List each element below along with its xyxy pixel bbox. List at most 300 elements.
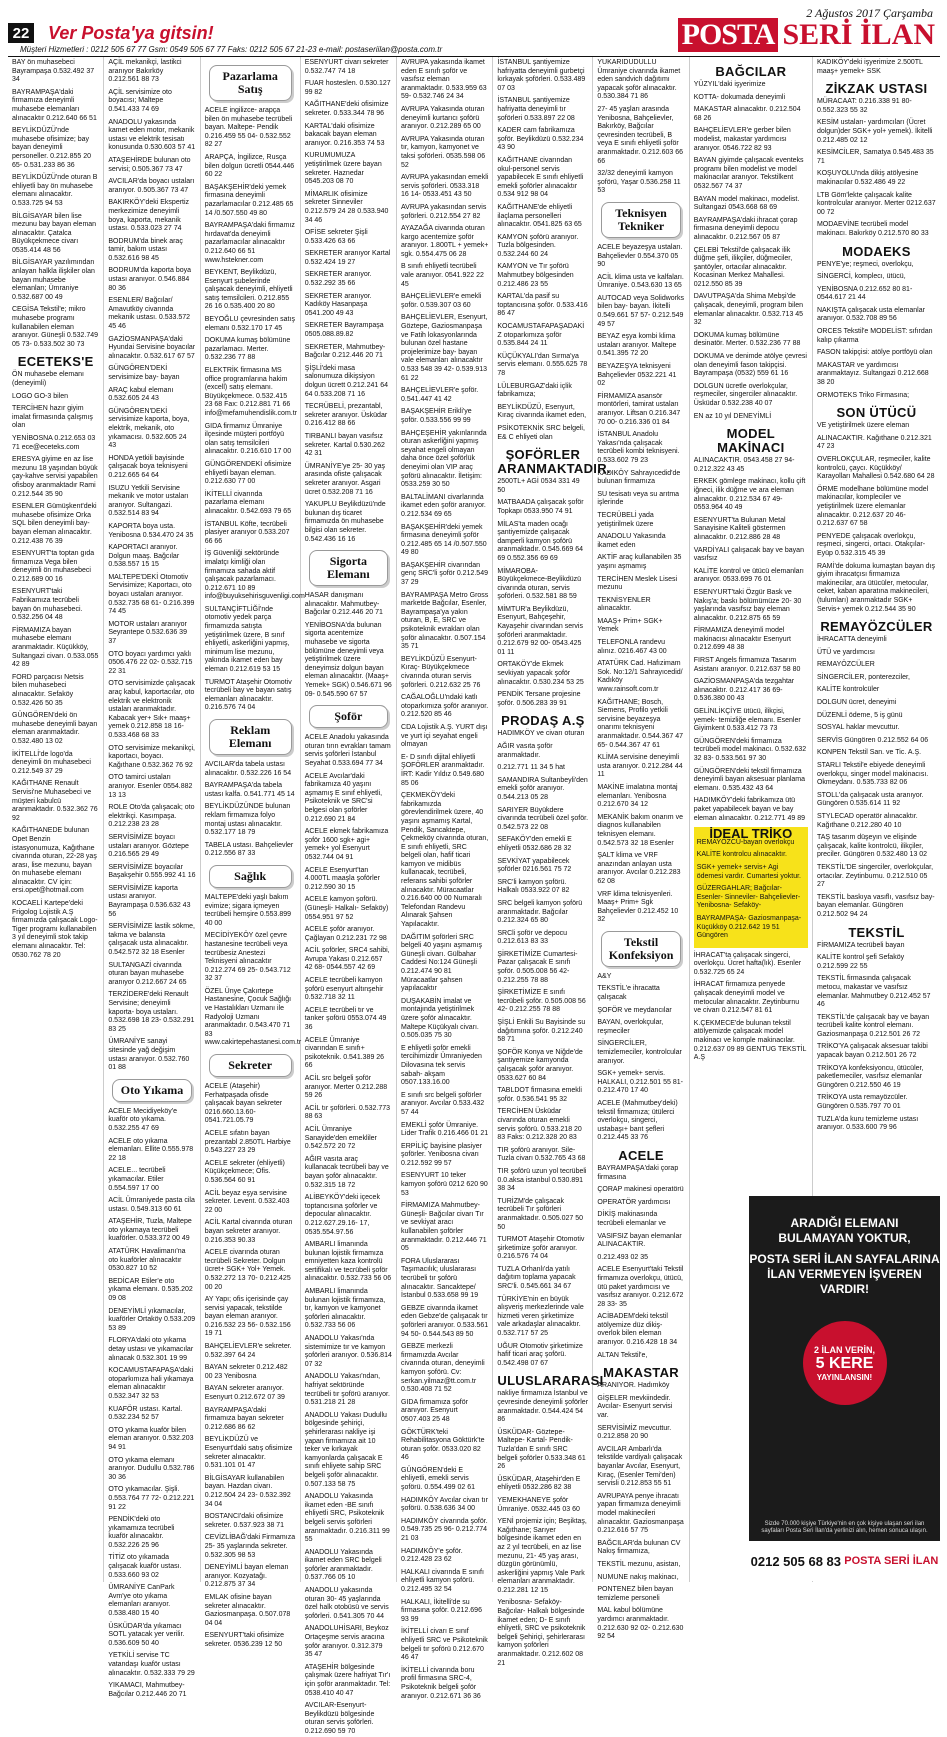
classified-ad: BAYRAMPAŞA'da tabela ustası kalfa. 0.541.771 45 14 [204,782,295,798]
classified-ad: TABLDOT firmasına emekli şoför. 0.536.541 95 32 [497,1087,582,1103]
classified-ad: RAMİ'de dokuma kumaştan bayan dış giyim ihracatçısı firmamıza makinecilar, ara ütücüler, metocular, ceket, kaban aparatına makinecileri, (tulumları) aranmaktadır SGK+ Servis+ yemek 0.212.544 35 90 [816,562,936,613]
classified-ad: TIR şoförü aranıyor. Sile- Tuzla civarı 0.532.765 43 68 [497,1146,586,1163]
classified-ad: YENİ projemiz için; Beşiktaş, Kağıthane; Sarıyer bölgesinde ikamet eden en az 2 yıl tecrübeli, en az lise mezunu, 21- 45 yaş arası, düzgün görünümlü, askerliğini yapmış Vale Park elemanları aranmaktadır. 0.212.281 12 15 [497,1518,587,1594]
classified-ad: OTO yıkama elemanı aranıyor. Dudullu 0.532.786 30 36 [108,1456,195,1481]
classified-ad: TIR şoförü uzun yol tecrübeli 0.0.aksa istanbul 0.530.891 38 34 [497,1167,587,1193]
classified-ad: PENDİK'deki oto yıkamamıza tecrübeli kuaför alınacaktır. 0.532.226 25 96 [108,1516,175,1549]
classified-ad: KALİTE kontrolcu alınacaktır. [696,851,787,859]
classified-ad: YEMEKHANEYE şoför Ümraniye. 0532.445 03 60 [497,1496,580,1513]
classified-ad: ANADOLU Yakası'nda sistemimize tır ve kamyon şoförleri aranıyor. 0.536.814 07 32 [304,1335,392,1368]
classified-ad: AVRUPA yakasında ikamet eden E sınıfı şoför ve vasıfsız eleman aranmaktadır. 0.533.959 63 59- 0.532.746 24 34 [401,59,487,101]
classified-ad: HALKALI civarında E sınıfı ehliyetli kamyon şoförü. 0.212.495 32 54 [401,1568,484,1593]
classified-ad: ELEKTRİK firmasına MS office programlarına hakim (excell) satış elemanı. Büyükçekmece. 0.532.415 23 68 Fax: 0.212.881 71 66 info@mefamuhendislik.com.tr [204,367,297,417]
classified-ad: FİRMAMIZA tecrübeli bayan [816,941,905,949]
classified-ad: ACELE tecrübeli tır ve tanker şoförü 0553.074 49 36 [304,1006,387,1032]
classified-ad: AMBARLI limanında bulunan lojistik firmamıza, tır, kamyon ve kamyonet şoförleri alınacaktır. 0.532.733 56 06 [304,1288,386,1330]
classified-ad: SGK+ yemek+ servis. HALKALI, 0.212.501 55 81- 0.212.470 17 40 [597,1070,683,1095]
classified-ad: ŞİRKETİMİZE E sınıfı tecrübeli şoför. 0.505.008 56 42- 0.212.255 78 88 [497,989,586,1014]
classified-ad: ACELE Anadolu yakasında oturan tırın evrakları tamam servis şoförleri İstanbul Seyahat 0.533.694 77 34 [304,734,391,767]
classified-ad: STARLI Tekstil'e ebiyede deneyimli overlokçu, singer model makinacısı. Okmeydanı. 0.535.733 82 06 [816,762,929,787]
classified-ad: YUKARIDUDULLU Ümraniye civarında ikamet eden sandvich dağıtımı yapacak şoför alınacaktır. 0.530.384 71 86 [597,59,681,101]
section-heading: ULUSLARARASI [497,1373,604,1389]
classified-ad: BAHÇELİEVLER'e emekli şoför. 0.539.307 03 60 [401,293,482,309]
classified-ad: HALKALI, İkitelli'de su firmasına şoför. 0.212.696 93 99 [401,1598,482,1623]
classified-ad: EMLAK ofisine bayan sekreter alınacaktır. Gaziosmanpaşa. 0.507.078 04 04 [204,1593,291,1627]
classified-ad: ACİL Kartal civarında oturan bayan sekreter aranıyor. 0.216.353 90.33 [204,1219,293,1244]
section-heading: Reklam Elemanı [209,719,292,755]
classified-ad: OFİSE sekreter Şişli 0.533.426 63 66 [304,229,368,245]
classified-ad: ALINACAKTIR. Kağıthane 0.212.321 47 23 [816,434,932,451]
classified-ad: ESENYURT'ta Bulunan Metal Sanayisine Kaliteli göstermen alınacaktır. 0.212.886 28 48 [693,516,786,541]
section-heading: Pazarlama Satış [209,65,292,101]
classified-ad: VRF klima teknisyenleri. Maaş+ Prim+ Sgk Bahçelievler 0.212.452 10 32 [597,890,679,924]
classified-ad: BAYAN sekreter 0.212.482 00 23 Yenibosna [204,1364,288,1380]
classified-ad: MECİDİYEKÖY özel çevre hastanesine tecrübeli veya tecrübesiz Anestezi Teknisyeni alınacaktır 0.212.274 69 25- 0.543.712 32 37 [204,932,291,983]
classified-ad: OTO servisimizde çalışacak araç kabul, kaportacılar, oto elektrik ve elektronik ustaları aranmaktadır. Kabacak yer+ Sık+ maaş+ yemek 0.212.858 18 16- 0.533.468 68 33 [108,680,195,739]
classified-ad: ACELE Avcılar'daki fabrikamıza 40 yaşını aşmamış E sınıf ehliyetli, Psikoteknik ve SRC'si belgesi olan şoförler 0.212.690 21 84 [304,772,383,823]
classified-ad: BİLGİSAYAR yazılımından anlayan halkla ilişkiler olan bayan muhasebe elemanları; Ümraniye 0.532.687 00 49 [12,259,95,301]
classified-ad: MOTOR ustaları aranıyor Seyrantepe 0.532.636 39 37 [108,620,187,646]
classified-ad: TEKSTİL'de çalışacak bay ve bayan tecrübeli kalite kontrol elemanı. Gaziosmanpaşa 0.212.501 26 72 [816,1013,930,1038]
classified-ad: SRC'li kamyon şoförü. Halkalı 0533.922 07 82 [497,878,570,895]
column-1 [8,57,104,1582]
classified-ad: GEBZE merkezli firmamızda Avcılar civarında oturan, deneyimli kamyon şoförü. Cv: serkan.yilmaz@tt.com.tr 0.530.408 71 52 [401,1343,485,1394]
classified-ad: KAĞITHANE'de ehliyetli ilaçlama personelleri alınacaktır. 0541.825 63 65 [497,203,582,229]
classified-ad: ACİL tır şoförleri. 0.532.773 88 63 [304,1104,391,1121]
classified-ad: SAMANDIRA Sultanbeyli'den emekli şoför aranıyor. 0.544.213 05 28 [497,776,588,801]
classified-ad: ERESYA giyime en az lise mezunu 18 yaşından büyük çay-kahve servisi yapabilen ofisboy aranmaktadır Rami 0.212.544 35 90 [12,456,98,498]
classified-ad: 0.212.771 11 34 5 hat [497,764,565,772]
classified-ad: ACELE şoför aranıyor. Çağlayan 0.212.231 72 98 [304,926,387,942]
classified-ad: KUAFÖR ustası. Kartal. 0.532.234 52 57 [108,1405,183,1422]
classified-ad: FİRMAMIZA bayan muhasebe elemanı aranmaktadır. Küçükköy, Sultangazi civarı. 0.533.055 42 89 [12,626,99,669]
classified-ad: OPERATÖR yardımcısı [597,1198,671,1206]
classified-ad: AKTİF araç kullanabilen 35 yaşını aşmamış [597,554,682,570]
classified-ad: ACİL şoförler, SRC4 sahibi, Avrupa Yakası 0.212.657 42 68- 0544.557 42 69 [304,947,390,972]
classified-ad: AĞIR vasıta araç kullanacak tecrübeli bay ve bayan şoför alınacaktır. 0.532.315 18 72 [304,1155,389,1189]
classified-ad: ESENYURT 10 teker kamyon şoförü 0212 620 90 53 [401,1172,488,1197]
classified-ad: AVRUPA yakasından emekli servis şoförleri. 0533.318 16 14- 0533.451 43 50 [401,174,489,199]
classified-ad: SEKRETER, Mahmutbey-Bağcılar 0.212.446 20 71 [304,343,386,360]
classified-ad: SİNGERCİLER, temizlemeciler, kontrolcular aranıyor. [597,1040,682,1065]
classified-ad: SU tesisatı veya su arıtma işlerinde [597,490,680,507]
classified-ad: ŞALT klima ve VRF anazından anlayan usta aranıyor. Avcılar 0.212.283 62 08 [597,852,681,885]
classified-ad: HADIMKÖY Avcılar civarı tır şoförü. 0.538.636 34 00 [401,1496,488,1513]
column-5 [397,57,493,1700]
classified-ad: BİLGİSAYAR kullanabilen bayan. Hazdan civarı. 0.212.504 24 23- 0.532.392 34 04 [204,1474,291,1508]
classified-ad: LOGO GO-3 bilen [12,392,69,400]
classified-ad: İHRACATTA deneyimli [816,636,887,644]
classified-ad: İŞ Güvenliği sektöründe imalatçı kimliği olan firmamıza sahada aktif çalışacak pazarlamacı. 0.212.671 10 89 info@buyuksehirisguvenligi.com [204,550,305,601]
classified-ad: ÇEKMEKÖY'deki fabrikamızda görevlendirilmek üzere, 40 yaşını aşmamış Kartal, Pendik, Sancaktepe, Çekmeköy civarında oturan, E sınıfı ehliyetli, SRC belgeli olan, hafif ticari kamyon ve midibüs kullanacak, tecrübeli, referans sahibi şoförler alınacaktır. Müracaatlar 0.216.640 00 00 Numaralı Telefondan Randevu Alınarak Şahsen Yapılacaktır. [401,792,489,929]
classified-ad: BEDİCAR Etiler'e oto yıkama elemanı. 0.535.202 09 08 [108,1277,193,1303]
classified-ad: MAKİNE imalatına montaj elemanları. Yenibosna 0.212.670 34 12 [597,783,678,809]
classified-ad: TURMOT Ataşehir Otomotiv tecrübeli bay ve bayan satış elemanları alınacaktır. 0.216.576 74 04 [204,678,292,712]
classified-ad: EMEKLİ şoför Ümraniye. Lider Trafik 0.216.466 01 21 [401,1121,489,1138]
classified-ad: İSTANBUL şantiyemize hafriyatta deneyimli gurbetçi kırkayak şoförleri. 0.533.489 07 03 [497,59,586,92]
classified-ad: YAKUPLU Beylikdüzü'nde bulunan dış ticaret firmamızda ön muhasebe bilgisi olan sekreter. 0.542.436 16 16 [304,501,386,543]
classified-ad: KADER cam fabrikamıza şoför. Beylikdüzü 0.532.234 43 90 [497,127,584,152]
classified-ad: ŞOFÖR Konya ve Niğde'de şantiyemize kamyonda çalışacak şoför aranıyor. 0533.627 60 84 [497,1048,583,1082]
classified-ad: ALTAN Tekstil'e, [597,1351,648,1359]
classified-ad: BALTALİMANI civarlarında ikamet eden şoför aranıyor. 0.212.534 69 65 [401,493,486,518]
classified-ad: FİRMAMIZA Mahmutbey-Güneşli- Bağcılar civarı Tır ve sevkiyat aracı kullanabilen şoförler aranmaktadır. 0.212.446 71 05 [401,1202,487,1253]
classified-ad: MİMTUR'a Beylikdüzü, Esenyurt, Bahçeşehir, Kayaşehir civarından servis şoförleri aranmaktadır. 0.212.679 92 00- 0543.425 01 11 [497,605,583,656]
classified-ad: YETKİLİ servise TC vatandaşı kuaför ustası alınacaktır. 0.532.333 79 29 [108,1652,195,1677]
page-number: 22 [8,23,34,43]
classified-ad: SEVKİYAT yapabilecek şoförler 0216.561 75 72 [497,857,572,874]
classified-ad: ESENLER Gümüşkent'deki muhasebe ofisimize Orka SQL bilen deneyimli bay- bayan eleman alınacaktır. 0.212.438 76 39 [12,503,97,545]
classified-ad: PSİKOTEKNİK SRC belgeli, E& C ehliyeti olan [497,424,585,441]
classified-ad: GÜNGÖREN'deki firmamıza tecrübeli model makinacı. 0.532.632 32 83- 0.533.561 97 30 [693,737,807,762]
classified-ad: MAAŞ+ Prim+ SGK+ Yemek [597,617,663,634]
classified-ad: BODRUM'da kaporta boya ustası aranıyor. 0.546.884 80 36 [108,267,191,292]
classified-ad: STOLL'da çalışacak usta aranıyor. Güngören 0.535.614 11 92 [816,791,924,808]
classified-ad: ACELE civarında oturan tecrübeli Sekreter. Dolgun ücret+ SGK+ Yol+ Yemek. 0.532.272 13 70- 0.212.425 00 20 [204,1249,291,1291]
classified-ad: BEYKENT, Beylikdüzü, Esenyurt şubelerinde çalışacak deneyimli, ehliyetli satış temsilcileri. 0.212.855 26 16 0.535.400 20 80 [204,269,293,311]
section-heading: Tekstil Konfeksiyon [601,931,680,967]
classified-ad: AVCILAR'da tabela ustası alınacaktır. 0.532.226 16 54 [204,761,292,777]
column-3 [201,57,305,1648]
classified-ad: KAMYON ve Tır şoförü Mahmutbey bölgesinden 0.212.486 23 55 [497,263,574,288]
classified-ad: NAKIŞTA çalışacak usta elemanlar aranıyor. 0.532.708 89 56 [816,306,925,323]
classified-ad: TECRÜBELİ, prezantabl, sekreter aranıyor. Üsküdar 0.216.412 88 66 [304,403,388,428]
section-heading: BAĞCILAR [715,64,787,79]
classified-ad: BEYLİKDÜZÜ ve Esenyurt'daki satış ofisimize sekreter alınacaktır. 0.531.101 01 47 [204,1436,293,1470]
classified-ad: GÜNGÖREN'deki tekstil firmamıza deneyimli bayan aksesuar planlama elemanı. 0.535.432 43 64 [693,767,806,792]
classified-ad: ŞİŞLİ Enkili Su Bayisinde su dağıtımına şoför. 0.212.240 58 71 [497,1019,586,1044]
classified-ad: BAHÇEŞEHİR yakınlarında oturan askerliğini yapmış seyahat engeli olmayan daha önce özel şoförlük deneyimi olan VIP araç şoförü alınacaktır. İletişim: 0533.259 30 50 [401,429,487,489]
classified-ad: PENYE'ye; reşmeci, overlokçu, [816,260,914,268]
section-heading: ECETEKS'E [17,354,94,370]
classified-ad: REMAYÖZCÜ-bayan overlokçu [696,838,795,846]
classified-ad: SULTANGAZİ civarında oturan bayan muhasebe aranıyor 0.212.667 24 65 [108,961,187,986]
column-6 [493,57,611,1667]
classified-ad: BEYOĞLU çevresinden satış elemanı 0.532.170 17 45 [204,316,295,332]
classified-ad: ÜMRANİYE CanPark Avm'ye oto yıkama elemanları aranıyor. 0.538.480 15 40 [108,1584,175,1618]
section-heading: ŞOFÖRLER ARANMAKTADIR. [497,447,611,477]
classified-ad: MALTEPE'DEKİ Otomotiv Servisimize; Kaportacı, oto boyacı ustaları aranıyor. 0.532.735 68 61- 0.216.399 74 45 [108,573,195,616]
classified-ad: nakliye firmamıza İstanbul ve çevresinde deneyimli şoförler aranmaktadır. 0.544.424 54 86 [497,1390,589,1424]
classified-ad: SEKRETER aranıyor. Kadıköy Hasanpaşa 0541.200 49 43 [304,292,372,317]
section-heading: PRODAŞ A.Ş [501,713,585,729]
section-heading: Sağlık [209,865,292,888]
classified-ad: ARAÇ kabul elemanı 0.532.605 24 43 [108,386,174,403]
classified-ad: BAYRAMPAŞA- Gaziosmanpaşa- Küçükköy 0.212.642 19 51 Güngören [696,914,802,940]
classified-ad: GEBZE civarında ikamet eden Gebze'de çalışacak tır şoförleri aranıyor. 0.533.561 94 50- 0.544.543 89 50 [401,1304,489,1338]
classified-ad: BEYLİKDÜZÜ'nde oturan B ehliyetli bay ön muhasebe elemanı alınacaktır. 0.533.725 94 53 [12,174,98,207]
classified-ad: ŞİŞLİ'deki masa salonumuza dikişsiyon dolgun ücrett 0.212.241 64 64 0.533.208 71 16 [304,364,388,398]
classified-ad: UĞUR Otomotiv şirketimize hafif ticari araç şoförü. 0.542.498 07 67 [497,1342,583,1367]
classified-ad: ESENYURT'ta toptan gıda firmamıza Vega bilen deneyimli ön muhasebeci 0.212.689 00 16 [12,550,95,583]
classified-ad: BOSTANCI'daki ofisimize sekreter. 0.537.923 38 71 [204,1513,285,1529]
section-heading: Oto Yıkama [112,1079,191,1102]
classified-ad: TEKSTİL firmasında çalışacak metocu, makastar ve vasıfsız elemanlar. Mahmutbey 0.212.452 57 46 [816,975,931,1009]
column-2 [104,57,200,1698]
classified-ad: ÇELEBİ Tekstil'de çalışacak ilik düğme şefi, ilikçiler, düğmeciler, şantöyler, ortacılar alınacaktır. Kocasinan Merkez Mahallesi. 0212.550 85 39 [693,246,793,288]
classified-ad: YÜZYIL'daki işyerimize [693,81,766,88]
classified-ad: DAĞITIM şoförleri SRC belgeli 40 yaşını aşmamış Güneşli civarı. Gülbahar Caddesi No:124 Güneşli 0.212.474 90 81 Müracaatlar şahsen yapılacaktır [401,933,482,993]
classified-ad: SGK+ yemek+ servis+ Agi ödemesi vardır. Cumartesi yoktur. [696,863,801,880]
classified-ad: OTO boyacı yardımcı yaklı 0506.476 22 02- 0.532.715 22 31 [108,650,193,675]
classified-ad: GÜNGÖREN'deki ön muhasebe deneyimli bayan eleman aranmaktadır. 0.532.480 13 02 [12,712,98,745]
classified-ad: KAĞITHANE civarından okul-personel servis yapabilecek E sınıfı ehliyetli emekli şoförler alınacaktır 0.534 912 98 04 [497,156,584,199]
classified-ad: BAŞAKŞEHİR'deki yemek firmasına deneyimli şoför 0.212.485 65 14 /0.507.550 49 80 [401,523,487,557]
promo-note: Sizde 70.000 kişiye Türkiye'nin en çok kişiye ulaşan seri ilan sayfaları Posta Seri İlan'da yerlinizi alın, hemen sonuca ulaşın. [761,1521,928,1534]
classified-ad: 32/32 deneyimli kamyon şoförü, Yaşar 0.536.258 11 53 [597,170,681,195]
classified-ad: AVRUPA yakasından servis şoförleri. 0.212.554 27 82 [401,203,487,220]
classified-ad: BAY ön muhasebeci Bayrampaşa 0.532.492 37 34 [12,59,95,84]
classified-ad: SEKRETER aranıyor. 0.532.292 35 66 [304,271,372,288]
classified-ad: BAYRAMPAŞA'daki firmamız hırdavat'da deneyimli pazarlamacılar alınacaktır 0.212.640 66 51 www.hstekner.com [204,222,295,264]
classified-ad: AVCILAR'da boyacı ustaları aranıyor. 0.505.367 73 47 [108,178,195,194]
classified-ad: ESENLER/ Bağcılar/ Amavutköy civarında mekanik ustası. 0.533.572 45 46 [108,297,191,331]
classified-ad: DÜZENLİ ödeme, 5 iş günü [816,711,903,719]
classified-ad: E ehliyetli şoför emekli tercihimizdir Ümraniyeden Dilovasına tek servis sabah- akşam 0507.133.16.00 [401,1044,482,1087]
classified-ad: KOCAMUSTAFAPAŞA'daki otoparkımıza hali yıkamaya eleman alınacaktır 0.532.347 32 53 [108,1367,194,1400]
classified-ad: GİŞELER mevkiindedir. Avcılar- Esenyurt servisi var. [597,1394,673,1420]
classified-ad: İKİTELLİ'de logo'da deneyimli ön muhasebeci 0.212.549 37 29 [12,750,91,775]
classified-ad: ACİL Ümraniyede pasta cila ustası. 0.549.313 60 61 [108,1197,195,1213]
classified-ad: SOSYAL haklar mevcuttur. [816,724,900,732]
classified-ad: ACELE (Mahmutbey'deki) tekstil firmamıza; ütülerci overlokçu, singerci, ustabaşı+ bant şefleri 0.212.445 33 76 [597,1100,678,1142]
classified-ad: GIDA firmamıza şoför aranıyor. Esenyurt 0507.403 25 48 [401,1398,468,1423]
classified-ad: BAYRAMPAŞA'daki ihracat çorap firmasına deneyimli depocu alınacaktır. 0.212.567 05 87 [693,216,798,241]
classified-ad: VE yetiştirilmek üzere eleman [816,422,910,430]
classified-ad: KAĞITHANE Renault Servisi'ne Muhasebeci ve müşteri kabulcü aranmaktadır. 0.532.362 76 92 [12,780,98,822]
ideal-triko-title: İDEAL TRİKO [709,826,793,842]
classified-ad: TEKSTİL mezunu, asistan, [597,1560,681,1568]
classified-ad: 0.212.493 02 35 [597,1253,648,1261]
classified-ad: TURİZM'de çalışacak tecrübeli Tır şoförleri aranmaktadır. 0.505.027 50 50 [497,1197,583,1231]
classified-ad: ATAŞEHİR bölgesinde çalışmak üzere hafriyat Tır'ı için şoför aranmaktadır. Tel: 0538.410 40 47 [304,1663,391,1697]
classified-ad: HADIMKÖY civarında şoför. 0.549.735 25 96- 0.212.774 21 03 [401,1517,488,1543]
classified-ad: TURMOT Ataşehir Otomotiv şirketimize şoför aranıyor. 0.216.576 74 04 [497,1236,585,1261]
classified-ad: ORCES Tekstil'e MODELİST: sıfırdan kalıp çıkarma [816,328,933,344]
classified-ad: BAYAN giyimde çalışacak eventeks programı bilen modelist ve model makinacılar aranıyor. Tekstilkent 0532.567 74 37 [693,157,804,190]
classified-ad: ORTAKÖY'de Ekmek sevkiyatı yapacak şoför alınacaktır. 0.530.234 53 25 [497,661,584,686]
classified-ad: ACELE Ümraniye civarından E sınıfı+ psikoteknik. 0.541.389 26 66 [304,1036,385,1070]
classified-ad: ACELE Esenyurt'tan 4.000TL maaşla şoförler 0.212.590 30 15 [304,866,380,891]
classified-ad: TUZLA'da kuru temizleme ustası aranıyor. 0.533.600 79 96 [816,1115,919,1132]
classified-ad: ACELE sekreter (ehliyetli) Küçükçekmece; Ofis. 0.536.564 60 91 [204,1159,285,1184]
classified-ad: FORA Uluslararası Taşımacılık; uluslararası tecrübeli tır şoförü alınacaktır. Sancaktepe/ İstanbul 0.533.658 99 19 [401,1257,479,1300]
stamp-line: 5 KERE [815,1354,874,1372]
classified-ad: BAŞAKŞEHİR civarından genç SRC'li şoför 0.212.549 37 29 [401,561,488,587]
stamp-line: 2 İLAN VERİN, [813,1344,875,1355]
classified-ad: OTO yıkamacılar. Şişli. 0.553.764 77 72- 0.212.221 91 22 [108,1486,195,1511]
classified-ad: BEYAZ eşya kombi klima ustaları aranıyor. Maltepe 0.541.395 72 20 [597,333,677,358]
classified-ad: BAHÇELİEVLER, Esenyurt, Göztepe, Gaziosmanpaşa ve Fatih lokasyonlarında bulunan özel hastane projelerimize bay- bayan vale elemanları alınacaktır 0.533 548 39 42- 0.539.913 61 22 [401,314,488,382]
classified-ad: MİLAS'ta maden ocağı şantiyemizde çalışacak damperli kamyon şoförü aranmaktadır. 0.545.669 64 69 0.552.356 69 69 [497,520,583,562]
classified-ad: ALINACAKTIR. 0543.458 27 94- 0.212.322 43 45 [693,457,795,473]
classified-ad: ATAŞEHİRDE bulunan oto servisi; 0.505.367 73 47 [108,156,191,173]
classified-ad: SEFAKÖY'den emekli E ehliyetli 0532.686 28 32 [497,836,572,852]
promo-line: İLAN VERMEYEN İŞVEREN VARDIR! [767,1267,922,1296]
classified-ad: TÜRKİYE'nin en büyük alışveriş merkezlerinde vale hizmeti veren şirketimize vale arkadaşlar alınacaktır. 0.532.717 57 25 [497,1295,584,1338]
classified-ad: TERZİDERE'deki Renault Servisine; deneyimli kaporta- boya ustaları. 0.532.698 18 23- 0.532.291 83 25 [108,991,195,1033]
section-heading: MAKASTAR [603,1365,679,1381]
section-heading: MODEL MAKİNACI [717,426,785,456]
column-7 [593,57,689,1641]
classified-ad: İSTANBUL Köfte, tecrübeli plasiyer aranıyor 0.533.207 66 66 [204,520,290,545]
classified-ad: BAŞAKŞEHİR'deki yemek firmasına deneyimli pazarlamacılar 0.212.485 65 14 /0.507.550 49 80 [204,183,294,217]
classified-ad: BAYRAMPAŞA'daki firmamıza deneyimli muhasebe elemanları alınacaktır 0.212.640 66 51 [12,88,97,122]
brand-seri-ilan: SERİ İLAN [782,18,935,51]
classified-ad: OTO servisimize mekanikçi, kaportacı, boyacı. Kağıthane 0.532.362 76 92 [108,744,195,769]
promo-logo: POSTA SERİ İLAN [844,1555,939,1567]
classified-ad: ANADOLU Yakası Dudullu bölgesinde şehiriçi, şehirlerarası nakliye işi yapan firmamıza ait 10 teker ve kırkayak kamyonlarda çalışacak E sınıfı ehliyete sahip SRC belgeli şoför alınacaktır. 0.507.133 58 75 [304,1411,387,1488]
section-heading: REMAYÖZCÜLER [820,619,933,635]
classified-ad: GÜNGÖREN'DEKİ servisimize kaporta, boya, elektrik, mekanik, oto yıkamacısı. 0.532.605 24 43 [108,407,190,450]
classified-ad: TRİKOYA konfeksiyoncu, ütücüler, paketlemeciler, vasıfsız elemanlar Güngören 0.212.550 46 19 [816,1064,924,1089]
classified-ad: DAVUTPAŞA'da Shima Mebşi'de çalışacak, deneyimli, program bilen elemanlar alınacaktır. 0.532.713 45 32 [693,293,804,327]
classified-ad: ÖZEL Ünye Çakırtepe Hastanesine, Çocuk Sağlığı ve Hastalıkları Uzmanı ile Radyoloji Uzmanı aranmaktadır. 0.543.470 71 83 www.cakirtepehastanesi.com.tr [204,987,302,1047]
classified-ad: BAYAN model makinacı, modelist. Sultangazi 0543.668 68 69 [693,195,800,212]
classified-ad: ACELE tecrübeli kamyon şoförü esenyurt altınşehir 0.532.718 32 11 [304,977,384,1002]
classified-ad: KESİM ustaları- yardımcıları (Ücret dolgun)der SGK+ yol+ yemek). İkitelli 0.212.485 02 12 [816,119,933,144]
classified-ad: BEYLİKDÜZÜ'nde muhasebe ofisimize; bay bayan deneyimli personeller. 0.212.855 20 65- 0.531.233 86 36 [12,127,92,169]
classified-ad: AVCILAR Ambarlı'da tekstilde vardiyalı çalışacak bayanlar Avcılar, Esenyurt, Kıraç, (Esenler Temi'den) servisli 0.212.853 55 51 [597,1445,683,1488]
classified-ad: MİMARLIK ofisimize sekreter Sinneviler 0.212.579 24 28 0.533.940 34 46 [304,190,389,224]
ideal-triko-ad [694,827,808,948]
classified-ad: KAPORTA boya usta. Yenibosna 0.534.470 24 35 [108,522,194,539]
stamp-line: YAYINLANSIN! [816,1372,873,1382]
classified-ad: KOCAELİ Kartepe'deki Frigolog Lojistik A.Ş firmamızda çalışacak Logo-Tiger programı kullanabilen 3 yıl deneyimli stok takip elemanı alınacaktır. Tel: 0530.762 78 20 [12,900,98,959]
classified-ad: DOLGUN ücret, deneyimi [816,699,897,707]
classified-ad: AMBARLI limanında bulunan lojistik firmamıza emniyetten kaza kontrolü sertifikalı ve tecrübeli şoför alınacaktır. 0.532.733 56 06 [304,1241,392,1283]
classified-ad: ACELE ekmek fabrikamıza şoför 1600 sgk+ agi+ yemek+ yol Esenyurt 0532.744 04 91 [304,828,389,861]
classified-ad: SEKRETER Bayrampaşa 0505.088.89.82 [304,322,384,339]
classified-ad: LÜLEBURGAZ'daki içlik fabrikamıza; [497,382,572,399]
classified-ad: ERKEK gömlege makinacı, kollu çift iğneci, ilik düğme ve ara eleman alınacaktır. 0.212.534 67 49- 0553.964 40 49 [693,478,806,512]
classified-ad: AÇİL mekanikçi, lastikci aranıyor Bakırköy 0.212.561 88 73 [108,59,182,84]
classified-ad: KARTAL'da pasif su toptancısına şoför. 0.533.416 86 47 [497,293,588,318]
classified-ad: CDA Lojistik A.Ş. YURT dışı ve yurt içi seyahat engeli olmayan [401,723,488,749]
classified-ad: TIRBANLI bayan vasıfsız sekreter. Kartal 0.530.262 42 31 [304,432,385,458]
classified-ad: AVRUPAYA penye ihracatı yapan firmamıza deneyimli model makinecileri alınacaktır. Gaziosmanpaşa 0.212.616 57 75 [597,1492,684,1535]
classified-ad: ESENYURT'taki Fabrikamıza tecrübeli bayan ön muhasebeci. 0.532.256 04 48 [12,588,83,622]
classified-ad: OTO yıkama kuaför bilen eleman aranıyor. 0.532.203 94 91 [108,1426,194,1451]
classified-ad: ARANIYOR. Hadımköy [597,1382,670,1390]
classified-ad: BEYAZEŞYA teknisyeni Bahçelievler 0532.221 41 02 [597,363,677,388]
classified-ad: SERVİSİMİZE boyacı ustaları aranıyor. Göztepe 0.216.565 29 49 [108,833,189,859]
classified-ad: KURUMUMUZA yetiştirilmek üzere bayan sekreter. Haznedar 0545.203 08 70 [304,152,382,186]
classified-ad: YENİBOSNA 0.212.653 03 71 ece@eceteks.com [12,434,96,451]
classified-ad: ACELE Esenyurt'taki Tekstil firmamıza overlokçu, ütücü, ütü paket yardımcısı ve vasıfsız aranıyor. 0.212.672 28 33- 35 [597,1266,684,1308]
classified-ad: DOKUMA ve denimde atölye çevresi olan deneyimli fason takipçisi. Bayrampaşa (0532) 559 61 16 [693,353,807,378]
classified-ad: YENİBOSNA 0.212.652 80 81- 0544.617 21 44 [816,285,913,302]
promo-phone: 0212 505 68 83 [750,1553,841,1569]
classified-ad: ARAPÇA, İngilizce, Rusça bilen dolgun ücretli 0544.446 60 22 [204,153,295,179]
classified-ad: KOŞUYOLU'nda dikiş atölyesine makinacılar 0.532.486 49 22 [816,170,919,186]
classified-ad: KADIKÖY'deki işyerimize 2.500TL maaş+ yemek+ SSK [816,59,923,75]
section-heading: Sigorta Elemanı [309,550,388,586]
classified-ad: MİMAROBA- Büyükçekmece-Beylikdüzü civarında oturan, servis şoförleri. 0.532.581 88 59 [497,567,582,601]
classified-ad: FİRMAMIZA asansör montörleri, tamirat ustaları aranıyor. Liftsan 0.216.347 70 00- 0.216.336 01 84 [597,392,681,426]
page-date: 2 Ağustos 2017 Çarşamba [806,6,933,20]
classified-ad: ORMOTEKS Triko Firmasına; [816,391,910,399]
classified-ad: ACELE kamyon şoförü. (Güneşli- Halkalı- Sefaköy) 0554.951 97 52 [304,896,389,921]
classified-ad: SERVİSİMİZE kaporta ustası aranıyor. Bayrampaşa 0.536.632 43 56 [108,884,191,918]
classified-ad: TERCİHEN Üsküdar civarında oturan emekli servis şoförü. 0.533.218 20 83 Faks: 0.212.328 20 83 [497,1108,582,1142]
classified-ad: A&Y [597,972,612,980]
classified-ad: ESENYURT'taki ofisimize sekreter. 0536.239 12 50 [204,1632,285,1648]
classified-ad: MAKASTAR alınacaktır. 0.212.504 68 26 [693,106,801,122]
classified-ad: BAYAN sekreter aranıyor. Esenyurt 0.212.672 07 39 [204,1385,285,1402]
header-slogan: Ver Posta'ya gitsin! [48,22,214,43]
classified-ad: SRCli şoför ve depocu 0.212.613 83 33 [497,929,568,946]
classified-ad: DOLGUN ücretle overlokçular, reşmeciler, singerciler alınacaktır. Üsküdar 0.532.238 40 07 [693,382,798,407]
classified-ad: BAĞCILAR'da bulunan CV Nakış firmamıza, [597,1539,681,1556]
classified-ad: ALİBEYKÖY'deki içecek toptancısına şoförler ve depocular alınacaktır. 0.212.627.29.16- 17, 0535.554.97.56 [304,1194,380,1236]
classified-ad: PENYEDE çalışacak overlokçu, reşmeci, singerci, ortacı. Otakçılar- Eyüp 0.532.315 45 39 [816,532,926,557]
classified-ad: DOKUMA kumaş bölümüne pazarlamacı. Merter. 0.532.236 77 88 [204,337,291,362]
classified-ad: İKİTELLİ civarı E sınıf ehliyetli SRC ve Psikoteknik belgeli tır şoförü 0.212.670 46 47 [401,1628,488,1662]
classified-ad: ACELE (Ataşehir) Ferhatpaşada ofisde çalışacak bayan sekreter 0216.660.13.60- 0541.721.05.79 [204,1083,283,1125]
section-heading: Sekreter [209,1054,292,1077]
classified-ad: ÜSKÜDAR, Ataşehir'den E ehliyetli 0532.286 82 38 [497,1475,581,1492]
classified-ad: BODRUM'da binek araç tamir, bakım ustası 0.532.616 98 45 [108,237,183,262]
classified-ad: KALİTE kontrolcüler [816,686,880,694]
classified-ad: ACELE oto yıkama elemanları. Ellite 0.555.978 22 18 [108,1137,194,1162]
classified-ad: MODAEVİNE tecrübeli model makinacı. Bakırköy 0.212.570 80 33 [816,221,929,237]
classified-ad: AVRUPA Yakasında oturan tır, kamyon, kamyonet ve taksi şoförleri. 0535.598 06 52 [401,135,486,169]
classified-ad: ÖRME modelhane bölümüne model makinacılar, kompleciler ve yetiştirilmek üzere elemanlar alınacaktır. 0.212.637 20 46- 0.212.637 67 58 [816,485,929,528]
classified-ad: SERVİS Güngören 0.212.552 64 06 [816,736,929,744]
classified-ad: FİRMAMIZA deneyimli model makinacısı alınacaktır Esenyurt 0.212.699 48 38 [693,627,791,652]
classified-ad: BAYRAMPAŞA'daki firmamıza bayan sekreter 0.212.686 86 62 [204,1406,284,1431]
classified-ad: E sınıfı src belgeli şoförler aranıyor. Avcılar 0.533.432 57 44 [401,1091,485,1116]
classified-ad: İHRACAT'ta çalışacak singerci, overlokçu. Ücret hafta(lık). Esenler 0.532.725 65 24 [693,951,802,976]
classified-ad: ÜSKÜDAR'da yıkamacı SOTL yatacak yer verilir. 0.536.609 50 40 [108,1622,185,1647]
classified-ad: SERVİSİMİZE boyacılar Başakşehir 0.555.992 41 16 [108,863,196,880]
classified-ad: YENİBOSNA'da bulunan sigorta acentemize muhasebe ve sigorta bölümüne deneyimli veya yetiştirilmek üzere deneyimsiz dolgun bayan eleman alınacaktır. (Maaş+ Yemek+ SGK) 0.546.671 96 09- 0.545.590 67 57 [304,621,392,698]
classified-ad: OTO tamirci ustaları aranıyor. Esenler 0554.882 13 13 [108,774,193,799]
classified-ad: ANADOLUHİSARI, Beykoz Ortaçeşme servis aracına şoför aranıyor. 0.312.379 35 47 [304,1625,389,1659]
classified-ad: ACİL Ümraniye Sanayide'den emekliler 0.542.572 20 72 [304,1125,377,1151]
promo-line: BULAMAYAN YOKTUR, [778,1231,911,1245]
classified-ad: ANADOLU Yakasında ikamet eden SRC belgeli şoförler aranmaktadır. 0.537.766 05 10 [304,1548,382,1582]
classified-ad: ESENYURT civarı sekreter 0.532.747 74 18 [304,59,389,75]
classified-ad: KOTTA- dokumada deneyimli [693,93,786,101]
classified-ad: PENDİK Tersane projesine şoför. 0.506.283 39 91 [497,691,581,707]
classified-ad: ANADOLU Yakasında ikamet eden [597,533,666,549]
classified-ad: DUŞAKABİN imalat ve montajında yetiştirilmek üzere şoför alınacaktır. Maltepe Küçükyalı civarı. 0.505.035 75 30 [401,997,479,1040]
classified-ad: ATATÜRK Cad. Hafızimam Sok. No:12/1 Sahrayıcedid/ Kadıköy www.rainsoft.com.tr [597,660,683,694]
page-header [8,22,648,44]
classified-ad: KALİTE kontrol şefi Sefaköy 0.212.599 22 55 [816,954,905,970]
classified-ad: MAKASTAR ve yardımcısı aranmaktayız. Sultangazi 0.212.668 38 20 [816,361,929,387]
section-heading: SON ÜTÜCÜ [836,405,917,421]
classified-ad: KALİTE kontrol ve ütücü elemanları aranıyor. 0533.699 76 01 [693,567,804,584]
classified-ad: HADIMKÖY ve civarı oturan [497,730,585,738]
classified-ad: ANADOLU yakasında kamet eden motor, mekanik ustası ve elektrik tesisatı konusunda 0.530.603 57 41 [108,118,196,152]
classified-ad: TEKSTİL baskıya vasıflı, vasıfsız bay-bayan elemanlar. Güngören 0.212.502 94 24 [816,893,935,918]
classified-ad: TRİKO'YA çalışacak aksesuar takibi yapacak bayan 0.212.501 26 72 [816,1043,928,1060]
classified-ad: EN az 10 yıl DENEYİMLİ [693,412,772,420]
classified-ad: AUTOCAD veya Solidworks bilen bay- bayan. İkitelli 0.549.661 57 57- 0.212.549 49 57 [597,294,684,328]
classified-ad: SERVİSİMİZ mevcuttur. 0.212.858 20 90 [597,1424,672,1441]
classified-ad: ATATÜRK Havalimanı'na oto kuaförler alınacaktır 0530.827 10 52 [108,1248,186,1273]
classified-ad: ESENYURT'taki Özgür Bask ve Nakış'a; baskı bölümümüze 20- 30 yaşlarında vasıfsız bay eleman alınacaktır. 0.212.875 65 59 [693,588,802,622]
classified-ad: BAŞAKŞEHİR Erikli'ye şoför. 0.533.556 99 99 [401,408,472,424]
classified-ad: AY Yapı; ofis içerisinde çay servisi yapacak, tekstilde bayan eleman aranıyor. 0.216.532 23 56- 0.532.156 19 71 [204,1296,291,1338]
classified-ad: STYLECAD operatör alınacaktır. Kağıthane 0.212.280 40 10 [816,813,918,829]
classified-ad: DENEYİMLİ bayan eleman aranıyor. Kozyatağı. 0.212.875 37 34 [204,1564,289,1589]
classified-ad: REMAYÖZCÜLER [816,661,875,669]
classified-ad: GÜNGÖREN'DEKİ servisimize bay- bayan [108,365,180,381]
